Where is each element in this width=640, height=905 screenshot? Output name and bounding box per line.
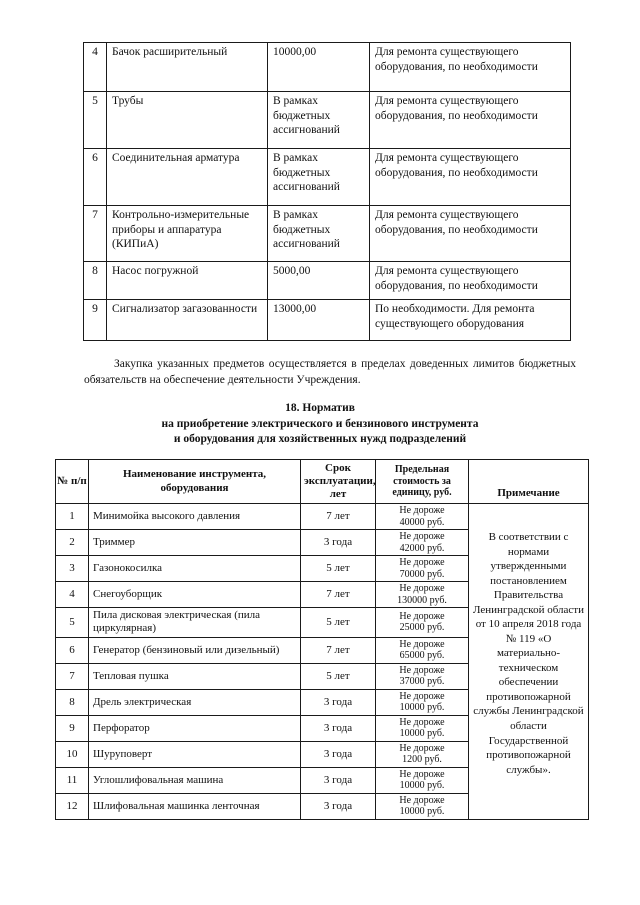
price-cell: Не дороже 1200 руб. (376, 741, 469, 767)
tool-name-cell: Шлифовальная машинка ленточная (89, 793, 301, 819)
table-row (84, 206, 571, 262)
term-cell: 3 года (301, 741, 376, 767)
tool-name-cell: Дрель электрическая (89, 689, 301, 715)
price-cell: Не дороже 10000 руб. (376, 767, 469, 793)
price-cell: Не дороже 10000 руб. (376, 793, 469, 819)
item-cost-cell: В рамках бюджетных ассигнований (268, 149, 370, 206)
term-cell: 7 лет (301, 582, 376, 608)
item-name-cell: Насос погружной (107, 262, 268, 300)
tool-name-cell: Генератор (бензиновый или дизельный) (89, 637, 301, 663)
tools-norm-table (55, 459, 589, 820)
table-row (84, 262, 571, 300)
tool-name-cell: Минимойка высокого давления (89, 504, 301, 530)
item-cost-cell: 5000,00 (268, 262, 370, 300)
table-header-row (56, 459, 589, 504)
row-number-cell: 7 (56, 663, 89, 689)
item-cost-cell: 13000,00 (268, 300, 370, 341)
tool-name-cell: Снегоуборщик (89, 582, 301, 608)
term-cell: 3 года (301, 793, 376, 819)
table-row (84, 92, 571, 149)
header-name: Наименование инструмента, оборудования (89, 459, 301, 504)
tool-name-cell: Перфоратор (89, 715, 301, 741)
price-cell: Не дороже 40000 руб. (376, 504, 469, 530)
table-row (56, 504, 589, 530)
price-cell: Не дороже 10000 руб. (376, 689, 469, 715)
price-cell: Не дороже 25000 руб. (376, 608, 469, 637)
row-number-cell: 9 (56, 715, 89, 741)
price-cell: Не дороже 130000 руб. (376, 582, 469, 608)
term-cell: 7 лет (301, 504, 376, 530)
section-heading-line2: на приобретение электрического и бензинового инструмента (161, 417, 479, 430)
price-cell: Не дороже 42000 руб. (376, 530, 469, 556)
item-note-cell: Для ремонта существующего оборудования, по необходимости (370, 206, 571, 262)
table-row (84, 300, 571, 341)
item-name-cell: Трубы (107, 92, 268, 149)
row-number-cell: 9 (84, 300, 107, 341)
term-cell: 5 лет (301, 556, 376, 582)
item-note-cell: Для ремонта существующего оборудования, по необходимости (370, 262, 571, 300)
row-number-cell: 4 (84, 43, 107, 92)
row-number-cell: 3 (56, 556, 89, 582)
price-cell: Не дороже 65000 руб. (376, 637, 469, 663)
price-cell: Не дороже 10000 руб. (376, 715, 469, 741)
tool-name-cell: Тепловая пушка (89, 663, 301, 689)
section-heading (0, 401, 640, 448)
term-cell: 5 лет (301, 663, 376, 689)
item-cost-cell: 10000,00 (268, 43, 370, 92)
row-number-cell: 6 (56, 637, 89, 663)
header-term: Срок эксплуатации, лет (301, 459, 376, 504)
section-heading-line1: 18. Норматив (285, 402, 355, 415)
row-number-cell: 11 (56, 767, 89, 793)
tool-name-cell: Шуруповерт (89, 741, 301, 767)
row-number-cell: 12 (56, 793, 89, 819)
equipment-repair-table (83, 42, 571, 341)
tool-name-cell: Газонокосилка (89, 556, 301, 582)
row-number-cell: 2 (56, 530, 89, 556)
price-cell: Не дороже 70000 руб. (376, 556, 469, 582)
tool-name-cell: Пила дисковая электрическая (пила циркулярная) (89, 608, 301, 637)
remark-cell: В соответствии с нормами утвержденными постановлением Правительства Ленинградской области от 10 апреля 2018 года № 119 «О материально-техническом обеспечении противопожарной службы Ленинградской области Государственной противопожарной службы». (469, 504, 589, 819)
item-note-cell: Для ремонта существующего оборудования, по необходимости (370, 92, 571, 149)
item-cost-cell: В рамках бюджетных ассигнований (268, 92, 370, 149)
row-number-cell: 8 (84, 262, 107, 300)
term-cell: 3 года (301, 530, 376, 556)
row-number-cell: 6 (84, 149, 107, 206)
tool-name-cell: Углошлифовальная машина (89, 767, 301, 793)
item-note-cell: Для ремонта существующего оборудования, по необходимости (370, 149, 571, 206)
row-number-cell: 10 (56, 741, 89, 767)
row-number-cell: 5 (56, 608, 89, 637)
header-number: № п/п (56, 459, 89, 504)
table-row (84, 43, 571, 92)
body-paragraph: Закупка указанных предметов осуществляется в пределах доведенных лимитов бюджетных обязательств на обеспечение деятельности Учреждения. (84, 358, 576, 387)
price-cell: Не дороже 37000 руб. (376, 663, 469, 689)
item-cost-cell: В рамках бюджетных ассигнований (268, 206, 370, 262)
item-name-cell: Контрольно-измерительные приборы и аппаратура (КИПиА) (107, 206, 268, 262)
header-remark: Примечание (469, 459, 589, 504)
item-name-cell: Соединительная арматура (107, 149, 268, 206)
item-note-cell: По необходимости. Для ремонта существующего оборудования (370, 300, 571, 341)
section-heading-line3: и оборудования для хозяйственных нужд подразделений (173, 433, 467, 446)
table-row (84, 149, 571, 206)
term-cell: 3 года (301, 689, 376, 715)
header-price: Предельная стоимость за единицу, руб. (376, 459, 469, 504)
row-number-cell: 1 (56, 504, 89, 530)
item-name-cell: Бачок расширительный (107, 43, 268, 92)
item-note-cell: Для ремонта существующего оборудования, по необходимости (370, 43, 571, 92)
row-number-cell: 8 (56, 689, 89, 715)
term-cell: 5 лет (301, 608, 376, 637)
item-name-cell: Сигнализатор загазованности (107, 300, 268, 341)
term-cell: 3 года (301, 715, 376, 741)
row-number-cell: 7 (84, 206, 107, 262)
tool-name-cell: Триммер (89, 530, 301, 556)
row-number-cell: 4 (56, 582, 89, 608)
row-number-cell: 5 (84, 92, 107, 149)
term-cell: 7 лет (301, 637, 376, 663)
term-cell: 3 года (301, 767, 376, 793)
